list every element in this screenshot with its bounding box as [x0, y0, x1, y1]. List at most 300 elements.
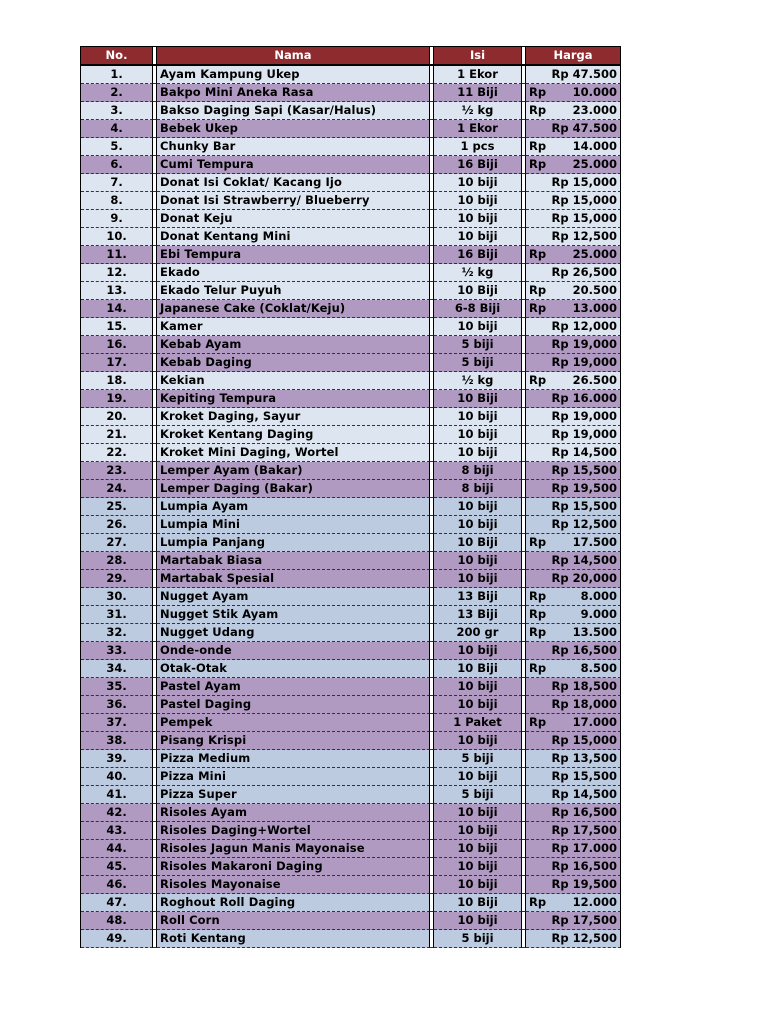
currency-label: Rp	[551, 463, 569, 477]
currency-label: Rp	[529, 373, 547, 387]
item-price	[526, 750, 621, 768]
table-row	[81, 894, 621, 912]
item-price	[526, 822, 621, 840]
table-row	[81, 390, 621, 408]
table-row	[81, 570, 621, 588]
item-name: Ekado Telur Puyuh	[157, 282, 430, 300]
item-quantity: 10 biji	[434, 228, 522, 246]
item-price	[526, 84, 621, 102]
item-quantity: 5 biji	[434, 336, 522, 354]
item-name: Pizza Super	[157, 786, 430, 804]
table-row	[81, 66, 621, 84]
row-number: 31.	[81, 606, 153, 624]
table-row	[81, 300, 621, 318]
price-value: 13.000	[572, 301, 617, 315]
row-number: 48.	[81, 912, 153, 930]
item-quantity: 10 Biji	[434, 660, 522, 678]
table-row	[81, 642, 621, 660]
item-name: Pastel Daging	[157, 696, 430, 714]
item-name: Donat Kentang Mini	[157, 228, 430, 246]
currency-label: Rp	[551, 859, 569, 873]
table-row	[81, 354, 621, 372]
currency-label: Rp	[551, 769, 569, 783]
item-quantity: 10 Biji	[434, 534, 522, 552]
price-value: 13,500	[572, 751, 617, 765]
item-name: Lemper Ayam (Bakar)	[157, 462, 430, 480]
table-row	[81, 678, 621, 696]
currency-label: Rp	[551, 391, 569, 405]
table-row	[81, 822, 621, 840]
currency-label: Rp	[551, 643, 569, 657]
item-quantity: 10 biji	[434, 876, 522, 894]
table-row	[81, 156, 621, 174]
price-value: 19,000	[572, 409, 617, 423]
price-value: 19,000	[572, 355, 617, 369]
item-quantity: 13 Biji	[434, 606, 522, 624]
table-row	[81, 498, 621, 516]
item-quantity: ½ kg	[434, 102, 522, 120]
currency-label: Rp	[551, 193, 569, 207]
currency-label: Rp	[551, 841, 569, 855]
item-price	[526, 894, 621, 912]
table-row	[81, 462, 621, 480]
currency-label: Rp	[551, 427, 569, 441]
row-number: 18.	[81, 372, 153, 390]
table-row	[81, 102, 621, 120]
currency-label: Rp	[529, 607, 547, 621]
item-name: Kroket Daging, Sayur	[157, 408, 430, 426]
item-price	[526, 372, 621, 390]
table-row	[81, 930, 621, 948]
item-price	[526, 66, 621, 84]
item-quantity: 10 biji	[434, 696, 522, 714]
row-number: 35.	[81, 678, 153, 696]
row-number: 17.	[81, 354, 153, 372]
table-row	[81, 732, 621, 750]
item-name: Japanese Cake (Coklat/Keju)	[157, 300, 430, 318]
item-name: Lumpia Ayam	[157, 498, 430, 516]
price-value: 8.000	[580, 589, 617, 603]
item-quantity: 10 biji	[434, 678, 522, 696]
price-value: 14,500	[572, 445, 617, 459]
item-price	[526, 714, 621, 732]
currency-label: Rp	[529, 283, 547, 297]
item-price	[526, 786, 621, 804]
price-value: 20,000	[572, 571, 617, 585]
item-name: Kepiting Tempura	[157, 390, 430, 408]
table-row	[81, 696, 621, 714]
price-value: 16.000	[572, 391, 617, 405]
price-value: 47.500	[572, 67, 617, 81]
currency-label: Rp	[529, 535, 547, 549]
item-name: Ebi Tempura	[157, 246, 430, 264]
table-row	[81, 840, 621, 858]
table-row	[81, 336, 621, 354]
table-row	[81, 624, 621, 642]
item-price	[526, 876, 621, 894]
row-number: 42.	[81, 804, 153, 822]
table-row	[81, 786, 621, 804]
item-name: Pastel Ayam	[157, 678, 430, 696]
row-number: 3.	[81, 102, 153, 120]
item-name: Risoles Ayam	[157, 804, 430, 822]
table-row	[81, 768, 621, 786]
currency-label: Rp	[551, 733, 569, 747]
item-name: Ayam Kampung Ukep	[157, 66, 430, 84]
price-value: 15,500	[572, 463, 617, 477]
item-name: Pempek	[157, 714, 430, 732]
item-price	[526, 390, 621, 408]
item-quantity: 10 biji	[434, 498, 522, 516]
currency-label: Rp	[551, 481, 569, 495]
item-quantity: 1 pcs	[434, 138, 522, 156]
row-number: 29.	[81, 570, 153, 588]
row-number: 34.	[81, 660, 153, 678]
row-number: 27.	[81, 534, 153, 552]
item-name: Roti Kentang	[157, 930, 430, 948]
item-price	[526, 444, 621, 462]
item-name: Lumpia Panjang	[157, 534, 430, 552]
item-quantity: 8 biji	[434, 462, 522, 480]
item-name: Kamer	[157, 318, 430, 336]
item-price	[526, 480, 621, 498]
currency-label: Rp	[551, 229, 569, 243]
price-value: 15,500	[572, 499, 617, 513]
item-price	[526, 462, 621, 480]
item-quantity: 5 biji	[434, 786, 522, 804]
item-price	[526, 426, 621, 444]
currency-label: Rp	[551, 409, 569, 423]
item-quantity: 10 Biji	[434, 894, 522, 912]
currency-label: Rp	[551, 445, 569, 459]
row-number: 8.	[81, 192, 153, 210]
currency-label: Rp	[551, 67, 569, 81]
row-number: 36.	[81, 696, 153, 714]
item-name: Kebab Daging	[157, 354, 430, 372]
item-price	[526, 678, 621, 696]
price-value: 19,500	[572, 877, 617, 891]
item-price	[526, 912, 621, 930]
header-no: No.	[81, 47, 153, 66]
item-quantity: ½ kg	[434, 372, 522, 390]
currency-label: Rp	[551, 823, 569, 837]
currency-label: Rp	[529, 247, 547, 261]
price-value: 14,500	[572, 787, 617, 801]
price-value: 12,500	[572, 931, 617, 945]
table-row	[81, 84, 621, 102]
row-number: 5.	[81, 138, 153, 156]
row-number: 11.	[81, 246, 153, 264]
table-row	[81, 480, 621, 498]
price-value: 16,500	[572, 805, 617, 819]
row-number: 22.	[81, 444, 153, 462]
item-price	[526, 858, 621, 876]
currency-label: Rp	[529, 895, 547, 909]
table-row	[81, 876, 621, 894]
item-quantity: 1 Ekor	[434, 66, 522, 84]
table-row	[81, 588, 621, 606]
item-name: Ekado	[157, 264, 430, 282]
item-quantity: 10 Biji	[434, 282, 522, 300]
price-value: 13.500	[572, 625, 617, 639]
item-quantity: 1 Paket	[434, 714, 522, 732]
currency-label: Rp	[551, 913, 569, 927]
price-value: 23.000	[572, 103, 617, 117]
item-quantity: 10 biji	[434, 642, 522, 660]
item-quantity: 10 biji	[434, 912, 522, 930]
item-name: Kroket Kentang Daging	[157, 426, 430, 444]
price-value: 12,000	[572, 319, 617, 333]
item-name: Nugget Udang	[157, 624, 430, 642]
item-price	[526, 102, 621, 120]
price-value: 19,000	[572, 427, 617, 441]
table-row	[81, 912, 621, 930]
item-quantity: 5 biji	[434, 750, 522, 768]
price-value: 14,500	[572, 553, 617, 567]
row-number: 6.	[81, 156, 153, 174]
currency-label: Rp	[551, 679, 569, 693]
table-row	[81, 138, 621, 156]
price-value: 18,500	[572, 679, 617, 693]
currency-label: Rp	[551, 751, 569, 765]
table-row	[81, 714, 621, 732]
item-quantity: 6-8 Biji	[434, 300, 522, 318]
table-row	[81, 318, 621, 336]
item-price	[526, 840, 621, 858]
item-price	[526, 696, 621, 714]
price-value: 17,500	[572, 913, 617, 927]
item-name: Risoles Mayonaise	[157, 876, 430, 894]
header-nama: Nama	[157, 47, 430, 66]
row-number: 47.	[81, 894, 153, 912]
item-name: Bakpo Mini Aneka Rasa	[157, 84, 430, 102]
item-quantity: 5 biji	[434, 930, 522, 948]
price-value: 10.000	[572, 85, 617, 99]
item-price	[526, 588, 621, 606]
price-value: 25.000	[572, 247, 617, 261]
table-row	[81, 606, 621, 624]
currency-label: Rp	[551, 553, 569, 567]
price-value: 15,000	[572, 175, 617, 189]
row-number: 38.	[81, 732, 153, 750]
item-price	[526, 660, 621, 678]
item-quantity: 5 biji	[434, 354, 522, 372]
item-price	[526, 354, 621, 372]
item-quantity: 16 Biji	[434, 246, 522, 264]
table-row	[81, 192, 621, 210]
table-row	[81, 804, 621, 822]
header-isi: Isi	[434, 47, 522, 66]
row-number: 16.	[81, 336, 153, 354]
currency-label: Rp	[529, 301, 547, 315]
row-number: 12.	[81, 264, 153, 282]
item-price	[526, 930, 621, 948]
item-price	[526, 804, 621, 822]
item-name: Martabak Spesial	[157, 570, 430, 588]
item-quantity: 10 biji	[434, 822, 522, 840]
item-price	[526, 246, 621, 264]
item-price	[526, 282, 621, 300]
row-number: 33.	[81, 642, 153, 660]
price-value: 17,500	[572, 823, 617, 837]
item-name: Martabak Biasa	[157, 552, 430, 570]
table-row	[81, 534, 621, 552]
price-value: 26.500	[572, 373, 617, 387]
row-number: 25.	[81, 498, 153, 516]
item-quantity: 1 Ekor	[434, 120, 522, 138]
row-number: 23.	[81, 462, 153, 480]
row-number: 13.	[81, 282, 153, 300]
row-number: 49.	[81, 930, 153, 948]
row-number: 4.	[81, 120, 153, 138]
price-value: 18,000	[572, 697, 617, 711]
row-number: 39.	[81, 750, 153, 768]
item-name: Pisang Krispi	[157, 732, 430, 750]
row-number: 19.	[81, 390, 153, 408]
item-price	[526, 534, 621, 552]
row-number: 32.	[81, 624, 153, 642]
item-price	[526, 498, 621, 516]
item-quantity: 10 biji	[434, 426, 522, 444]
price-value: 20.500	[572, 283, 617, 297]
item-price	[526, 624, 621, 642]
item-name: Kebab Ayam	[157, 336, 430, 354]
item-quantity: ½ kg	[434, 264, 522, 282]
currency-label: Rp	[551, 877, 569, 891]
currency-label: Rp	[551, 571, 569, 585]
table-row	[81, 120, 621, 138]
item-name: Cumi Tempura	[157, 156, 430, 174]
price-value: 9.000	[580, 607, 617, 621]
item-name: Bakso Daging Sapi (Kasar/Halus)	[157, 102, 430, 120]
table-row	[81, 426, 621, 444]
item-price	[526, 516, 621, 534]
price-value: 12,500	[572, 517, 617, 531]
row-number: 37.	[81, 714, 153, 732]
item-price	[526, 552, 621, 570]
item-quantity: 16 Biji	[434, 156, 522, 174]
currency-label: Rp	[529, 625, 547, 639]
price-value: 47.500	[572, 121, 617, 135]
row-number: 20.	[81, 408, 153, 426]
row-number: 10.	[81, 228, 153, 246]
item-quantity: 13 Biji	[434, 588, 522, 606]
row-number: 28.	[81, 552, 153, 570]
table-row	[81, 372, 621, 390]
item-name: Risoles Daging+Wortel	[157, 822, 430, 840]
price-value: 26,500	[572, 265, 617, 279]
row-number: 7.	[81, 174, 153, 192]
item-name: Donat Isi Coklat/ Kacang Ijo	[157, 174, 430, 192]
item-quantity: 10 biji	[434, 516, 522, 534]
item-name: Kekian	[157, 372, 430, 390]
item-name: Donat Keju	[157, 210, 430, 228]
price-table	[80, 46, 621, 948]
price-value: 12,500	[572, 229, 617, 243]
currency-label: Rp	[551, 697, 569, 711]
item-price	[526, 138, 621, 156]
currency-label: Rp	[529, 589, 547, 603]
table-row	[81, 174, 621, 192]
item-price	[526, 318, 621, 336]
item-name: Donat Isi Strawberry/ Blueberry	[157, 192, 430, 210]
row-number: 2.	[81, 84, 153, 102]
table-row	[81, 282, 621, 300]
item-quantity: 10 biji	[434, 732, 522, 750]
currency-label: Rp	[529, 139, 547, 153]
item-price	[526, 732, 621, 750]
item-price	[526, 570, 621, 588]
currency-label: Rp	[551, 355, 569, 369]
item-name: Bebek Ukep	[157, 120, 430, 138]
price-value: 12.000	[572, 895, 617, 909]
item-quantity: 8 biji	[434, 480, 522, 498]
table-row	[81, 516, 621, 534]
price-value: 19,500	[572, 481, 617, 495]
item-name: Otak-Otak	[157, 660, 430, 678]
row-number: 24.	[81, 480, 153, 498]
item-quantity: 10 biji	[434, 192, 522, 210]
table-row	[81, 210, 621, 228]
item-quantity: 10 biji	[434, 858, 522, 876]
item-name: Risoles Makaroni Daging	[157, 858, 430, 876]
row-number: 45.	[81, 858, 153, 876]
currency-label: Rp	[551, 121, 569, 135]
table-row	[81, 408, 621, 426]
header-row	[81, 47, 621, 66]
price-value: 17.000	[572, 715, 617, 729]
row-number: 46.	[81, 876, 153, 894]
row-number: 41.	[81, 786, 153, 804]
price-value: 14.000	[572, 139, 617, 153]
item-price	[526, 768, 621, 786]
item-name: Kroket Mini Daging, Wortel	[157, 444, 430, 462]
row-number: 21.	[81, 426, 153, 444]
item-price	[526, 210, 621, 228]
item-name: Nugget Stik Ayam	[157, 606, 430, 624]
price-value: 17.500	[572, 535, 617, 549]
price-value: 16,500	[572, 643, 617, 657]
item-quantity: 10 biji	[434, 174, 522, 192]
currency-label: Rp	[551, 499, 569, 513]
row-number: 44.	[81, 840, 153, 858]
price-value: 15,000	[572, 211, 617, 225]
currency-label: Rp	[551, 931, 569, 945]
item-price	[526, 336, 621, 354]
price-value: 15,500	[572, 769, 617, 783]
item-price	[526, 228, 621, 246]
item-name: Lumpia Mini	[157, 516, 430, 534]
currency-label: Rp	[529, 85, 547, 99]
row-number: 15.	[81, 318, 153, 336]
row-number: 40.	[81, 768, 153, 786]
currency-label: Rp	[551, 175, 569, 189]
item-price	[526, 192, 621, 210]
item-quantity: 10 biji	[434, 444, 522, 462]
item-quantity: 10 biji	[434, 768, 522, 786]
item-quantity: 10 biji	[434, 804, 522, 822]
item-name: Pizza Medium	[157, 750, 430, 768]
currency-label: Rp	[551, 805, 569, 819]
currency-label: Rp	[529, 661, 547, 675]
item-price	[526, 408, 621, 426]
table-row	[81, 228, 621, 246]
table-row	[81, 660, 621, 678]
item-quantity: 10 biji	[434, 552, 522, 570]
item-quantity: 10 Biji	[434, 390, 522, 408]
currency-label: Rp	[551, 319, 569, 333]
currency-label: Rp	[551, 265, 569, 279]
